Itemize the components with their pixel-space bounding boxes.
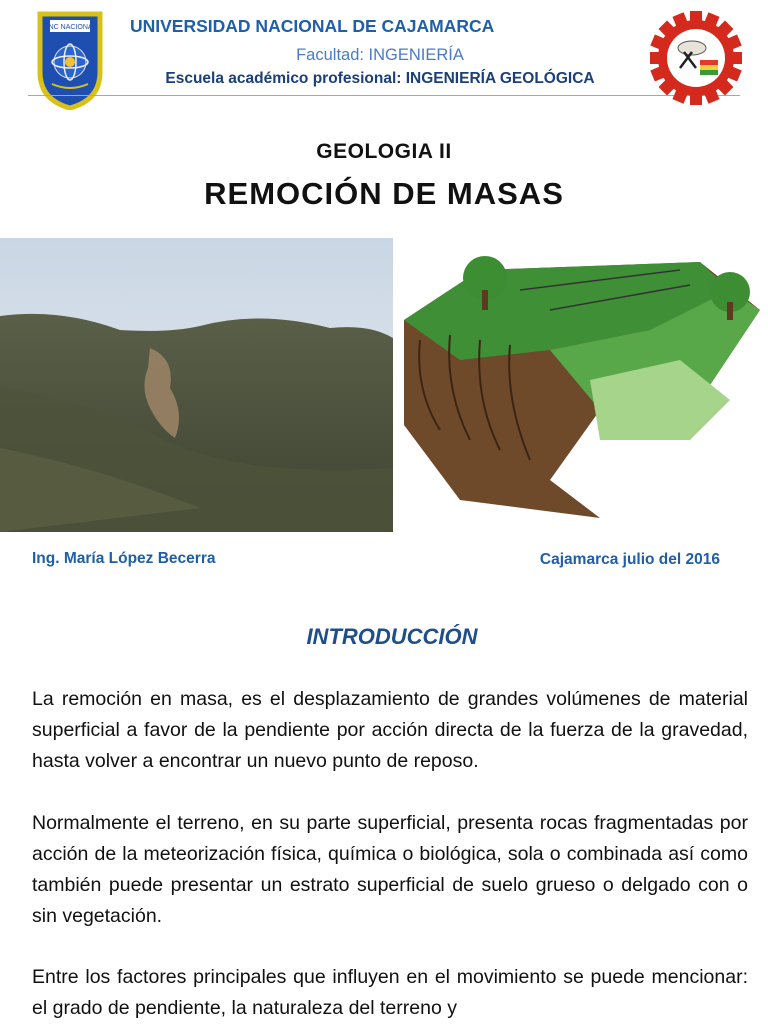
header-divider: [28, 95, 740, 96]
university-name: UNIVERSIDAD NACIONAL DE CAJAMARCA: [130, 16, 495, 36]
paragraph-2: Normalmente el terreno, en su parte superficial, presenta rocas fragmentadas por acción de la meteorización física, química o biológica, sola o combinada así como también puede presentar un estrato superficial de suelo grueso o delgado con o sin vegetación.: [32, 812, 748, 927]
course-name: GEOLOGIA II: [316, 140, 452, 163]
school-name: Escuela académico profesional: INGENIERÍA GEOLÓGICA: [165, 70, 595, 87]
section-heading: INTRODUCCIÓN: [306, 624, 478, 649]
faculty-name: Facultad: INGENIERÍA: [296, 46, 464, 64]
landslide-block-diagram: [400, 250, 768, 520]
crest-text: UNC NACIONAL: [43, 24, 97, 31]
paragraph-1: La remoción en masa, es el desplazamiento de grandes volúmenes de material superficial a favor de la pendiente por acción directa de la fuerza de la gravedad, hasta volver a encontrar un nuevo punto de reposo.: [32, 688, 748, 772]
geology-school-logo: [650, 10, 742, 106]
author-name: Ing. María López Becerra: [32, 550, 216, 567]
document-header: [0, 0, 768, 120]
landslide-photo: [0, 238, 393, 532]
document-title: REMOCIÓN DE MASAS: [204, 176, 564, 211]
paragraph-3: Entre los factores principales que influyen en el movimiento se puede mencionar: el grado de pendiente, la naturaleza del terreno y: [32, 966, 748, 1019]
place-date: Cajamarca julio del 2016: [539, 551, 720, 568]
